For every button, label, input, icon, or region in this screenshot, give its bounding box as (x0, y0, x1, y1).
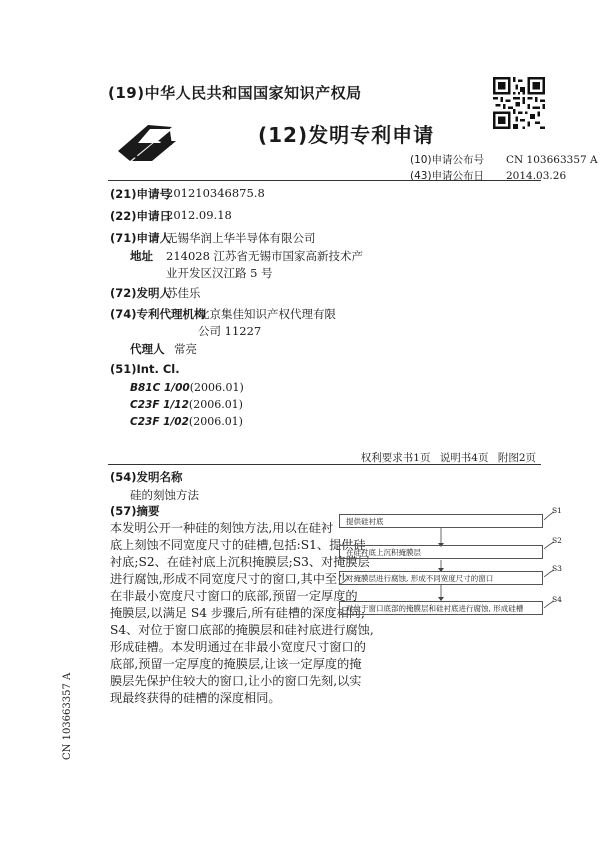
abstract-label: (57)摘要 (110, 504, 160, 518)
flow-step-label: S2 (552, 536, 562, 545)
publication-date: 2014.03.26 (506, 170, 567, 182)
applicant: 无锡华润上华半导体有限公司 (166, 231, 316, 245)
agency-line-2: 公司 11227 (198, 324, 262, 338)
title-label: (54)发明名称 (110, 470, 183, 484)
address-label: 地址 (130, 249, 153, 263)
abstract-line: 膜层先保护住较大的窗口,让小的窗口先刻,以实 (110, 674, 362, 688)
abstract-line: 进行腐蚀,形成不同宽度尺寸的窗口,其中至少 (110, 572, 350, 586)
agent: 常亮 (174, 342, 197, 356)
issuing-authority: (19)中华人民共和国国家知识产权局 (108, 84, 362, 102)
flow-step-label: S4 (552, 595, 562, 604)
int-cl-label: (51)Int. Cl. (110, 362, 180, 376)
flow-step-label: S1 (552, 506, 562, 515)
ipc-version: (2006.01) (189, 381, 244, 394)
ipc-row (130, 398, 243, 411)
cnipa-logo-icon (110, 117, 200, 167)
ipc-version: (2006.01) (188, 398, 243, 411)
flow-step-label: S3 (552, 564, 562, 573)
agency-label: (74)专利代理机构 (110, 307, 206, 321)
abstract-line: 衬底;S2、在硅衬底上沉积掩膜层;S3、对掩膜层 (110, 555, 370, 569)
flow-step-box: 在硅衬底上沉积掩膜层 (339, 545, 543, 559)
invention-title: 硅的刻蚀方法 (130, 488, 199, 502)
application-number-label: (21)申请号 (110, 187, 172, 201)
inventor-label: (72)发明人 (110, 286, 172, 300)
publication-number: CN 103663357 A (506, 154, 598, 166)
ipc-row (130, 381, 244, 394)
flow-step-box: 对掩膜层进行腐蚀, 形成不同宽度尺寸的窗口 (339, 571, 543, 585)
abstract-line: 现最终获得的硅槽的深度相同。 (110, 691, 281, 705)
applicant-label: (71)申请人 (110, 231, 172, 245)
abstract-line: 在非最小宽度尺寸窗口的底部,预留一定厚度的 (110, 589, 358, 603)
flow-step-box: 对位于窗口底部的掩膜层和硅衬底进行腐蚀, 形成硅槽 (339, 601, 543, 615)
ipc-code: C23F 1/02 (130, 416, 189, 428)
qr-code-icon (493, 77, 545, 129)
address-line-1: 214028 江苏省无锡市国家高新技术产 (166, 249, 364, 263)
inventor: 苏佳乐 (166, 286, 201, 300)
document-type: (12)发明专利申请 (258, 123, 435, 147)
filing-date-label: (22)申请日 (110, 209, 172, 223)
publication-number-line (410, 152, 598, 167)
page-count-summary: 权利要求书1页 说明书4页 附图2页 (360, 452, 536, 464)
ipc-code: C23F 1/12 (130, 399, 189, 411)
abstract-line: 本发明公开一种硅的刻蚀方法,用以在硅衬 (110, 521, 334, 535)
abstract-line: 掩膜层,以满足 S4 步骤后,所有硅槽的深度相同; (110, 606, 366, 620)
vertical-publication-number: CN 103663357 A (62, 672, 73, 760)
ipc-code: B81C 1/00 (130, 382, 190, 394)
abstract-line: 底上刻蚀不同宽度尺寸的硅槽,包括:S1、提供硅 (110, 538, 366, 552)
abstract-line: 底部,预留一定厚度的掩膜层,让该一定厚度的掩 (110, 657, 362, 671)
section-divider (108, 464, 541, 465)
abstract-line: S4、对位于窗口底部的掩膜层和硅衬底进行腐蚀, (110, 623, 374, 637)
agency-line-1: 北京集佳知识产权代理有限 (198, 307, 336, 321)
header-divider (108, 180, 541, 181)
abstract-line: 形成硅槽。本发明通过在非最小宽度尺寸窗口的 (110, 640, 366, 654)
ipc-version: (2006.01) (188, 415, 243, 428)
flow-step-box: 提供硅衬底 (339, 514, 543, 528)
application-number: 201210346875.8 (166, 186, 265, 200)
publication-date-label: (43)申请公布日 (410, 170, 485, 182)
publication-number-label: (10)申请公布号 (410, 154, 485, 166)
address-line-2: 业开发区汉江路 5 号 (166, 266, 273, 280)
agent-label: 代理人 (130, 342, 165, 356)
filing-date: 2012.09.18 (166, 208, 232, 222)
ipc-row (130, 415, 243, 428)
